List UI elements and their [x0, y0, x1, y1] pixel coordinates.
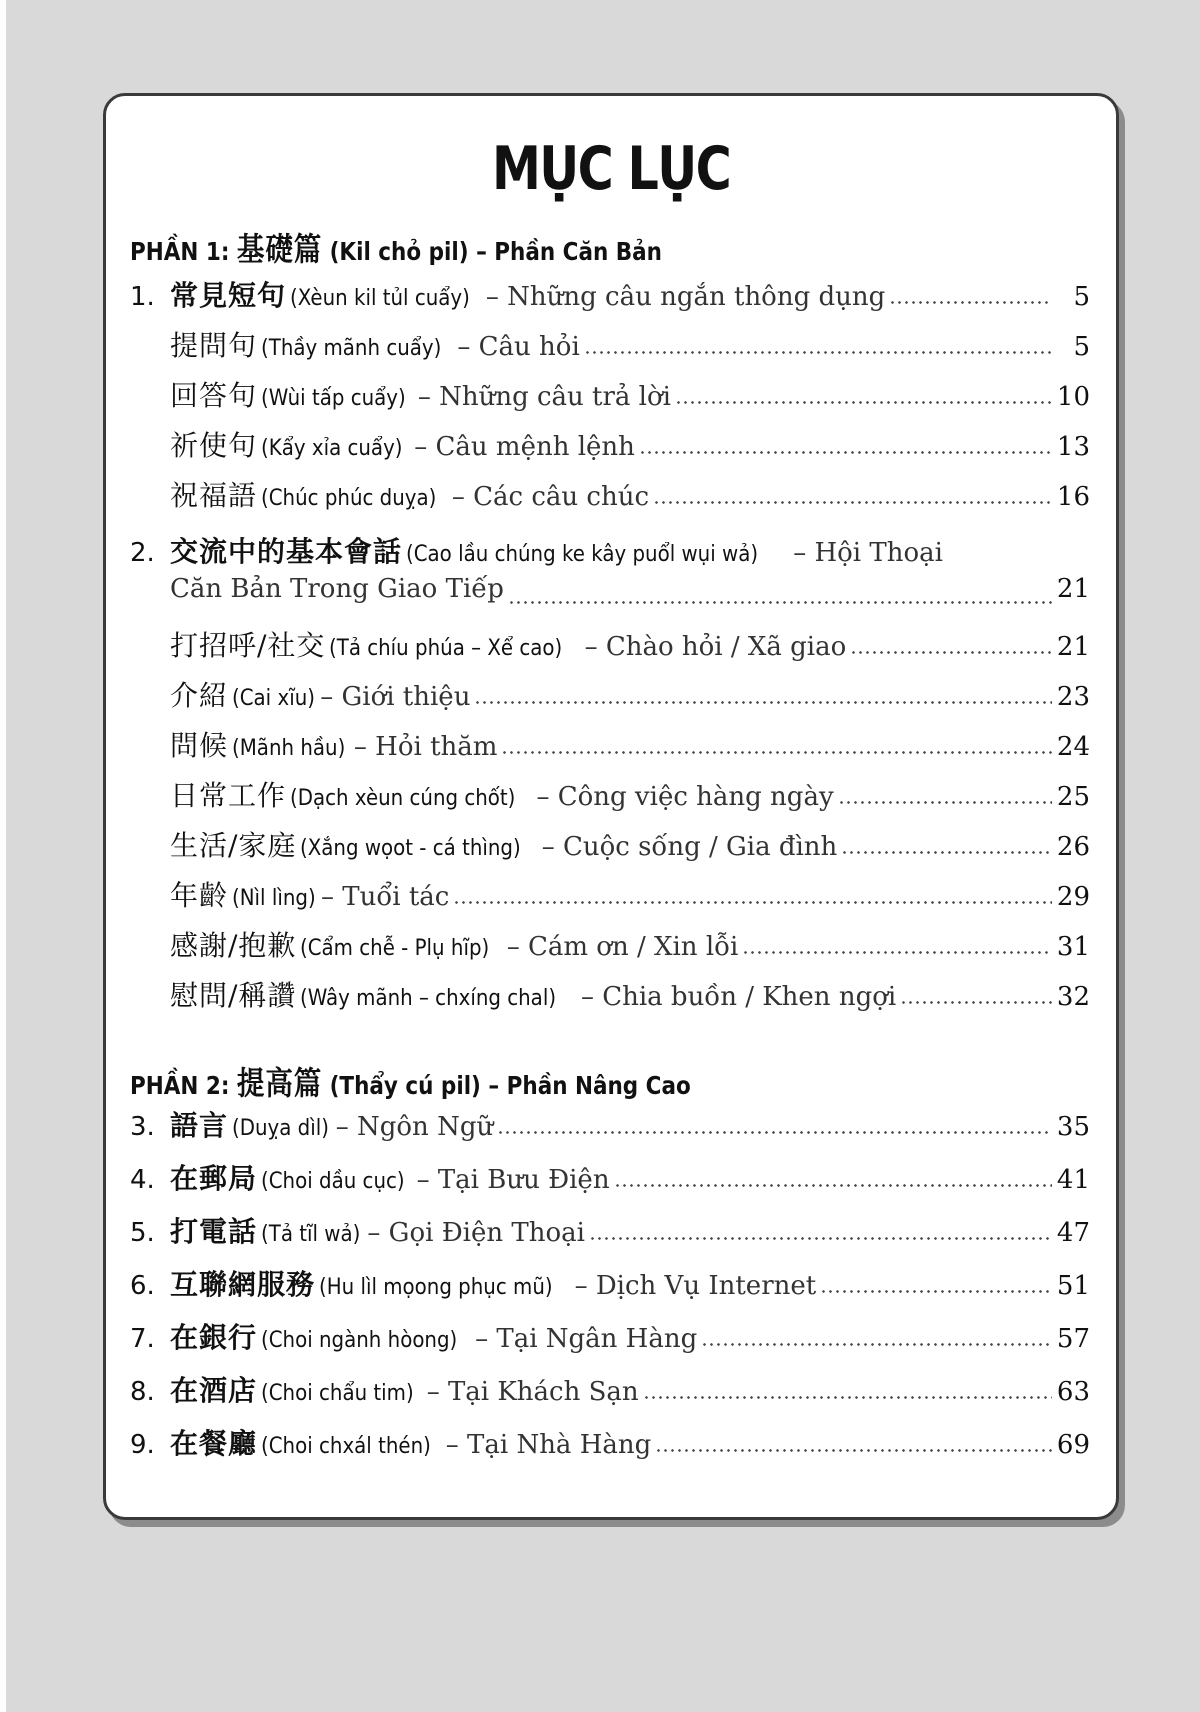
toc-subentry[interactable] [170, 374, 1090, 414]
toc-entry-7[interactable] [130, 1316, 1090, 1356]
entry-viet: – Dịch Vụ Internet [574, 1271, 817, 1301]
entry-viet: – Các câu chúc [451, 482, 650, 512]
entry-viet: – Cám ơn / Xin lỗi [506, 932, 739, 962]
entry-hanzi: 年齡 [170, 879, 229, 912]
entry-hanzi: 在餐廳 [170, 1427, 258, 1460]
entry-roman: (Thầy mãnh cuẩy) [261, 336, 442, 361]
entry-roman: (Xèun kil tủl cuẩy) [290, 286, 470, 311]
entry-page: 31 [1056, 932, 1090, 962]
toc-entry-2-continuation[interactable] [170, 574, 1090, 614]
toc-subentry[interactable] [170, 624, 1090, 664]
entry-roman: (Chúc phúc duỵa) [261, 486, 437, 511]
toc-subentry[interactable] [170, 824, 1090, 864]
entry-roman: (Wây mãnh – chxíng chal) [300, 986, 557, 1011]
entry-number: 7. [130, 1324, 155, 1354]
entry-page: 29 [1056, 882, 1090, 912]
entry-hanzi: 打電話 [170, 1215, 258, 1248]
toc-subentry[interactable] [170, 474, 1090, 514]
part-1-viet: – Phần Căn Bản [476, 237, 662, 266]
entry-viet: – Tại Nhà Hàng [445, 1430, 652, 1460]
entry-roman: (Cao lầu chúng ke kây puổl wụi wả) [406, 542, 759, 567]
entry-hanzi: 回答句 [170, 379, 258, 412]
leader-dots [850, 651, 1052, 654]
part-1-roman: (Kil chỏ pil) [329, 237, 469, 266]
leader-dots [675, 401, 1052, 404]
entry-page: 69 [1056, 1430, 1090, 1460]
part-2-viet: – Phần Nâng Cao [488, 1071, 691, 1100]
entry-hanzi: 在銀行 [170, 1321, 258, 1354]
entry-viet: – Những câu trả lời [417, 382, 671, 412]
entry-viet: – Hỏi thăm [353, 732, 498, 762]
entry-page: 57 [1056, 1324, 1090, 1354]
leader-dots [653, 501, 1052, 504]
entry-hanzi: 在酒店 [170, 1374, 258, 1407]
page-title: MỤC LỤC [491, 134, 731, 204]
leader-dots [643, 1396, 1052, 1399]
toc-subentry[interactable] [170, 924, 1090, 964]
toc-entry-4[interactable] [130, 1157, 1090, 1197]
entry-number: 2. [130, 538, 155, 568]
toc-entry-9[interactable] [130, 1422, 1090, 1462]
entry-viet: – Tuổi tác [321, 882, 450, 912]
entry-viet: – Tại Ngân Hàng [475, 1324, 698, 1354]
leader-dots [497, 1131, 1052, 1134]
entry-number: 4. [130, 1165, 155, 1195]
entry-page: 13 [1056, 432, 1090, 462]
entry-roman: (Choi dầu cục) [261, 1169, 405, 1194]
entry-number: 9. [130, 1430, 155, 1460]
leader-dots [889, 301, 1052, 304]
leader-dots [742, 951, 1052, 954]
entry-roman: (Kẩy xỉa cuẩy) [261, 436, 403, 461]
part-1-heading [130, 224, 662, 270]
entry-viet: – Hội Thoại [793, 538, 943, 568]
entry-viet: – Ngôn Ngữ [335, 1112, 494, 1142]
entry-roman: (Choi chẩu tim) [261, 1381, 414, 1406]
entry-hanzi: 打招呼/社交 [170, 629, 326, 662]
toc-subentry[interactable] [170, 974, 1090, 1014]
entry-number: 1. [130, 282, 155, 312]
entry-viet: – Chia buồn / Khen ngợi [580, 982, 897, 1012]
leader-dots [589, 1237, 1052, 1240]
entry-roman: (Choi chxál thén) [261, 1434, 431, 1459]
leader-dots [639, 451, 1052, 454]
entry-viet: – Những câu ngắn thông dụng [485, 282, 886, 312]
entry-page: 63 [1056, 1377, 1090, 1407]
leader-dots [584, 351, 1052, 354]
part-1-label: PHẦN 1: [130, 237, 230, 266]
entry-hanzi: 常見短句 [170, 279, 287, 312]
entry-hanzi: 交流中的基本會話 [170, 535, 403, 568]
leader-dots [900, 1001, 1052, 1004]
entry-page: 25 [1056, 782, 1090, 812]
toc-entry-2[interactable] [130, 530, 1090, 570]
entry-roman: (Wùi tấp cuẩy) [261, 386, 406, 411]
toc-subentry[interactable] [170, 874, 1090, 914]
entry-page: 10 [1056, 382, 1090, 412]
toc-subentry[interactable] [170, 724, 1090, 764]
entry-roman: (Cẩm chễ - Plụ hĩp) [300, 936, 490, 961]
entry-hanzi: 慰問/稱讚 [170, 979, 297, 1012]
entry-roman: (Duỵa dìl) [232, 1116, 329, 1141]
toc-entry-5[interactable] [130, 1210, 1090, 1250]
entry-viet: – Gọi Điện Thoại [367, 1218, 585, 1248]
entry-roman: (Mãnh hầu) [232, 736, 346, 761]
toc-subentry[interactable] [170, 774, 1090, 814]
entry-hanzi: 提問句 [170, 329, 258, 362]
toc-subentry[interactable] [170, 324, 1090, 364]
entry-page: 41 [1056, 1165, 1090, 1195]
entry-viet: – Cuộc sống / Gia đình [541, 832, 838, 862]
entry-viet: – Tại Khách Sạn [426, 1377, 639, 1407]
entry-viet: – Câu hỏi [457, 332, 580, 362]
entry-roman: (Nìl lìng) [232, 886, 316, 911]
entry-hanzi: 感謝/抱歉 [170, 929, 297, 962]
entry-page: 21 [1056, 632, 1090, 662]
entry-hanzi: 互聯網服務 [170, 1268, 316, 1301]
entry-page: 16 [1056, 482, 1090, 512]
entry-roman: (Cai xĩu) [232, 686, 315, 711]
entry-hanzi: 日常工作 [170, 779, 287, 812]
entry-viet: – Công việc hàng ngày [536, 782, 834, 812]
entry-hanzi: 祝福語 [170, 479, 258, 512]
entry-hanzi: 問候 [170, 729, 229, 762]
entry-page: 21 [1056, 574, 1090, 604]
leader-dots [508, 601, 1052, 604]
entry-hanzi: 生活/家庭 [170, 829, 297, 862]
entry-number: 5. [130, 1218, 155, 1248]
entry-roman: (Xắng wọot - cá thìng) [300, 836, 522, 861]
entry-hanzi: 語言 [170, 1109, 229, 1142]
entry-hanzi: 在郵局 [170, 1162, 258, 1195]
leader-dots [614, 1184, 1052, 1187]
toc-subentry[interactable] [170, 424, 1090, 464]
entry-page: 5 [1073, 282, 1090, 312]
leader-dots [453, 901, 1052, 904]
leader-dots [655, 1449, 1052, 1452]
entry-viet: – Chào hỏi / Xã giao [584, 632, 847, 662]
entry-number: 6. [130, 1271, 155, 1301]
entry-viet-continued: Căn Bản Trong Giao Tiếp [170, 574, 504, 604]
entry-hanzi: 介紹 [170, 679, 229, 712]
leader-dots [820, 1290, 1052, 1293]
entry-viet: – Giới thiệu [320, 682, 471, 712]
leader-dots [701, 1343, 1052, 1346]
entry-roman: (Tả tĩl wả) [261, 1222, 361, 1247]
entry-hanzi: 祈使句 [170, 429, 258, 462]
leader-dots [474, 701, 1052, 704]
entry-page: 32 [1056, 982, 1090, 1012]
entry-page: 35 [1056, 1112, 1090, 1142]
entry-page: 26 [1056, 832, 1090, 862]
part-2-heading [130, 1058, 691, 1104]
part-1-hanzi: 基礎篇 [236, 230, 323, 268]
entry-viet: – Câu mệnh lệnh [414, 432, 635, 462]
toc-entry-8[interactable] [130, 1369, 1090, 1409]
toc-entry-3[interactable] [130, 1104, 1090, 1144]
leader-dots [501, 751, 1052, 754]
entry-roman: (Dạch xèun cúng chốt) [290, 786, 516, 811]
entry-page: 47 [1056, 1218, 1090, 1248]
entry-roman: (Hu lìl mọong phục mũ) [319, 1275, 553, 1300]
entry-page: 23 [1056, 682, 1090, 712]
entry-number: 3. [130, 1112, 155, 1142]
entry-roman: (Tả chíu phúa – Xể cao) [329, 636, 563, 661]
toc-entry-6[interactable] [130, 1263, 1090, 1303]
toc-entry-1[interactable] [130, 274, 1090, 314]
part-2-hanzi: 提高篇 [236, 1064, 323, 1102]
toc-card [103, 93, 1119, 1520]
leader-dots [838, 801, 1052, 804]
entry-page: 5 [1073, 332, 1090, 362]
part-2-label: PHẦN 2: [130, 1071, 230, 1100]
entry-number: 8. [130, 1377, 155, 1407]
entry-page: 24 [1056, 732, 1090, 762]
part-2-roman: (Thẩy cú pil) [329, 1071, 481, 1100]
entry-page: 51 [1056, 1271, 1090, 1301]
entry-viet: – Tại Bưu Điện [416, 1165, 610, 1195]
toc-subentry[interactable] [170, 674, 1090, 714]
entry-roman: (Choi ngành hòong) [261, 1328, 458, 1353]
leader-dots [841, 851, 1052, 854]
page-edge [0, 0, 6, 1712]
